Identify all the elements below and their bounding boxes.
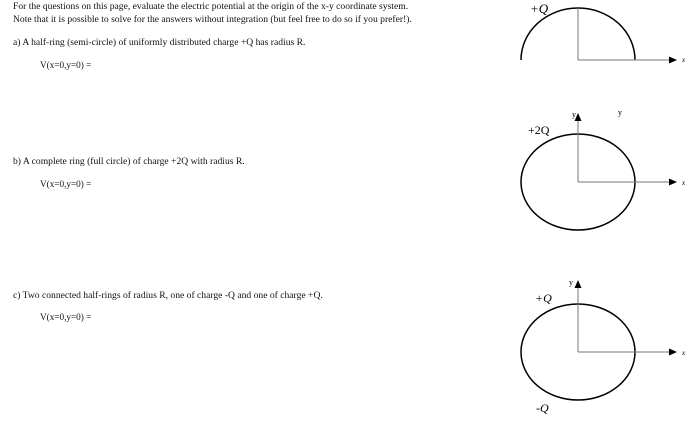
figure-b-y-label-extra: y: [618, 108, 622, 117]
instructions-line-2: Note that it is possible to solve for the answers without integration (but feel free to do so if you prefer!).: [13, 13, 412, 25]
question-a-text: a) A half-ring (semi-circle) of uniformly distributed charge +Q has radius R.: [13, 37, 306, 48]
figure-b-x-label: x: [682, 179, 686, 187]
figure-c-top-charge-label: +Q: [535, 291, 552, 305]
figure-a-x-label: x: [682, 56, 686, 64]
figure-a: [521, 1, 686, 64]
figure-b-y-label: y: [572, 110, 576, 119]
figure-b-charge-label: +2Q: [528, 123, 550, 137]
figure-c-y-label: y: [569, 278, 573, 287]
question-a-answer-label: V(x=0,y=0) =: [40, 60, 92, 70]
figure-a-charge-label: +Q: [530, 1, 549, 16]
figure-c: [521, 278, 686, 415]
question-b-text: b) A complete ring (full circle) of charge +2Q with radius R.: [13, 156, 245, 167]
figure-b: [521, 108, 686, 230]
question-c-answer-label: V(x=0,y=0) =: [40, 312, 92, 322]
question-b-answer-label: V(x=0,y=0) =: [40, 179, 92, 189]
figure-c-x-label: x: [682, 349, 686, 357]
instructions-line-1: For the questions on this page, evaluate the electric potential at the origin of the x-y coordinate system.: [13, 1, 409, 12]
question-c-text: c) Two connected half-rings of radius R, one of charge -Q and one of charge +Q.: [13, 290, 323, 301]
figure-c-bottom-charge-label: -Q: [536, 401, 549, 415]
